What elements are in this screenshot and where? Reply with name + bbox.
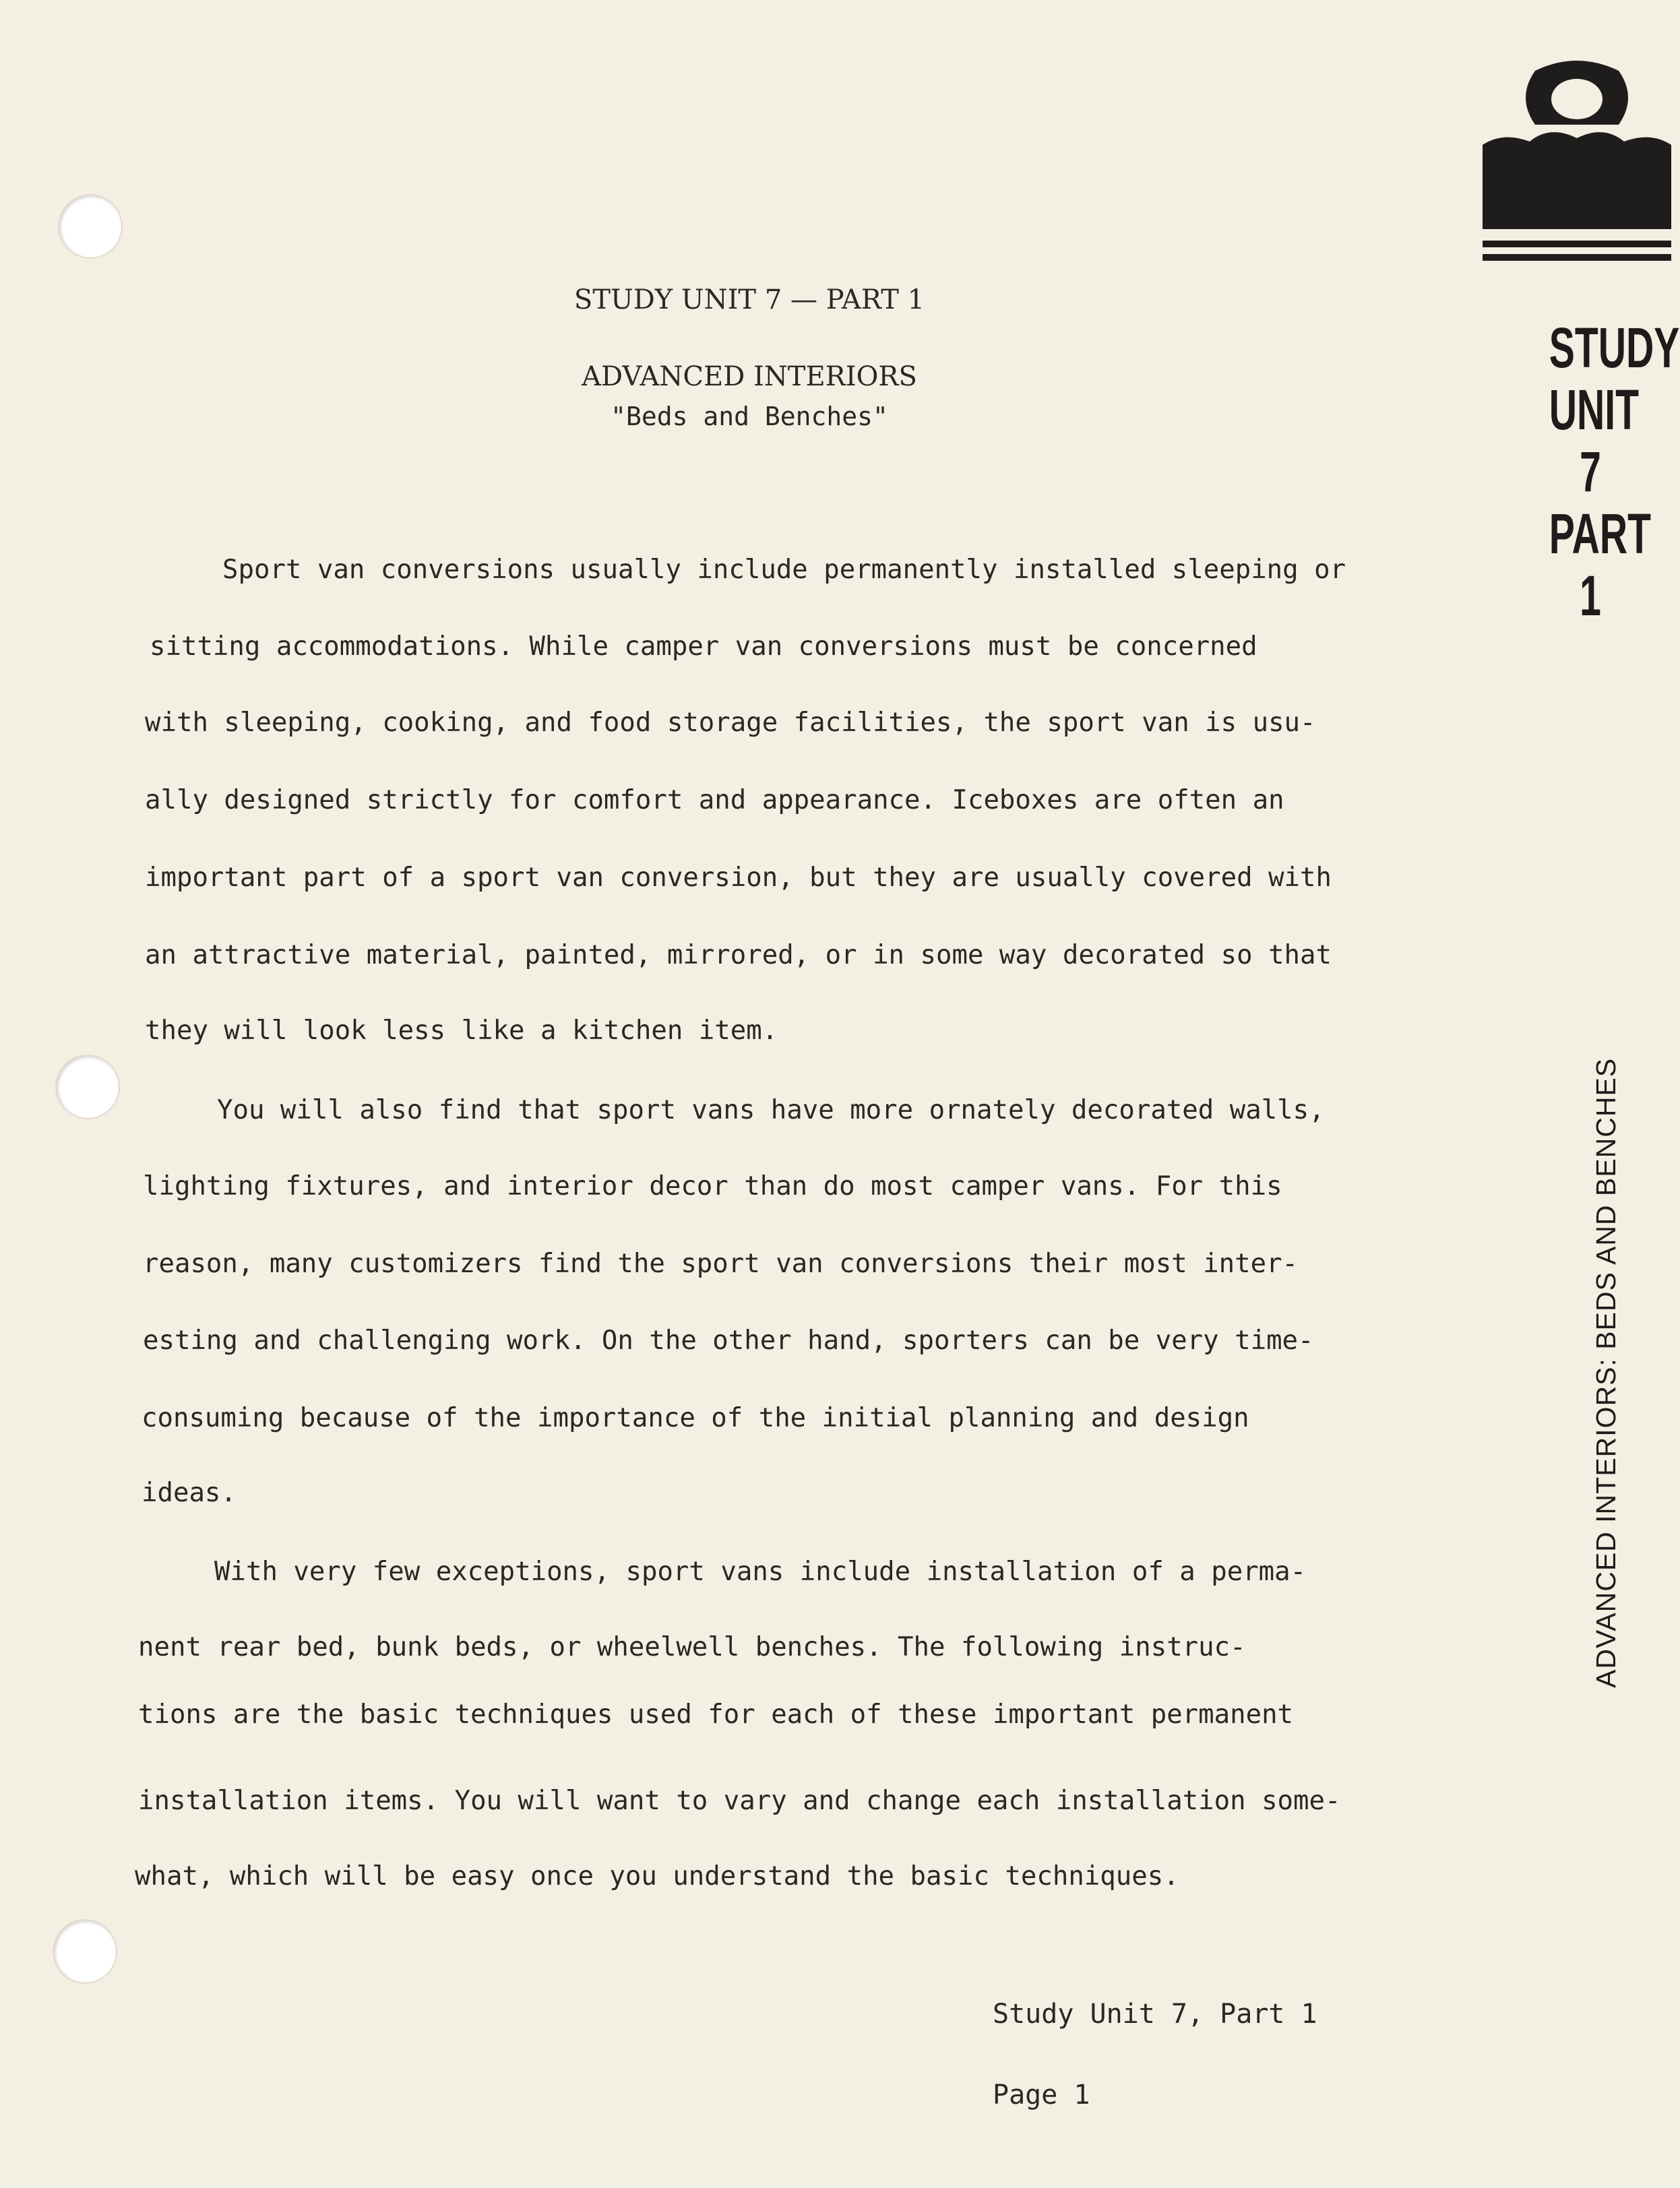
side-unit-label [1549,316,1680,627]
footer-unit-ref: Study Unit 7, Part 1 [993,1999,1317,2030]
body-line: Sport van conversions usually include permanently installed sleeping or [222,555,1346,585]
unit-part-heading: STUDY UNIT 7 — PART 1 [573,284,925,315]
body-line: nent rear bed, bunk beds, or wheelwell benches. The following instruc- [138,1632,1246,1662]
body-line: installation items. You will want to vary and change each installation some- [138,1786,1341,1816]
page-title: ADVANCED INTERIORS [582,361,917,392]
side-part: PART [1549,502,1652,565]
body-line: sitting accommodations. While camper van conversions must be concerned [150,631,1257,662]
body-line: consuming because of the importance of the initial planning and design [142,1403,1249,1433]
body-line: ideas. [142,1478,237,1508]
side-unit-number: 7 [1580,440,1601,503]
side-part-number: 1 [1580,564,1601,627]
body-line: with sleeping, cooking, and food storage facilities, the sport van is usu- [145,708,1316,738]
body-line: lighting fixtures, and interior decor than do most camper vans. For this [143,1171,1282,1201]
body-line: tions are the basic techniques used for each of these important permanent [138,1699,1294,1730]
side-section-title: ADVANCED INTERIORS: BEDS AND BENCHES [1590,1057,1621,1688]
body-line: ally designed strictly for comfort and appearance. Iceboxes are often an [145,785,1284,815]
body-line: what, which will be easy once you understand the basic techniques. [135,1861,1179,1892]
binder-hole-top [59,195,121,257]
body-line: esting and challenging work. On the other hand, sporters can be very time- [143,1325,1314,1356]
publisher-logo [1476,57,1678,273]
body-line: an attractive material, painted, mirrored, or in some way decorated so that [145,940,1332,970]
binder-hole-bottom [54,1920,116,1982]
body-line: reason, many customizers find the sport van conversions their most inter- [143,1249,1299,1279]
side-unit: UNIT [1549,378,1640,441]
body-line: With very few exceptions, sport vans include installation of a perma- [214,1557,1307,1587]
footer-page-number: Page 1 [993,2080,1090,2111]
body-line: they will look less like a kitchen item. [145,1015,778,1046]
binder-hole-middle [57,1056,119,1118]
side-study: STUDY [1549,316,1680,379]
body-line: important part of a sport van conversion, but they are usually covered with [145,863,1332,893]
page-subtitle: "Beds and Benches" [611,402,888,431]
body-line: You will also find that sport vans have more ornately decorated walls, [217,1095,1325,1125]
